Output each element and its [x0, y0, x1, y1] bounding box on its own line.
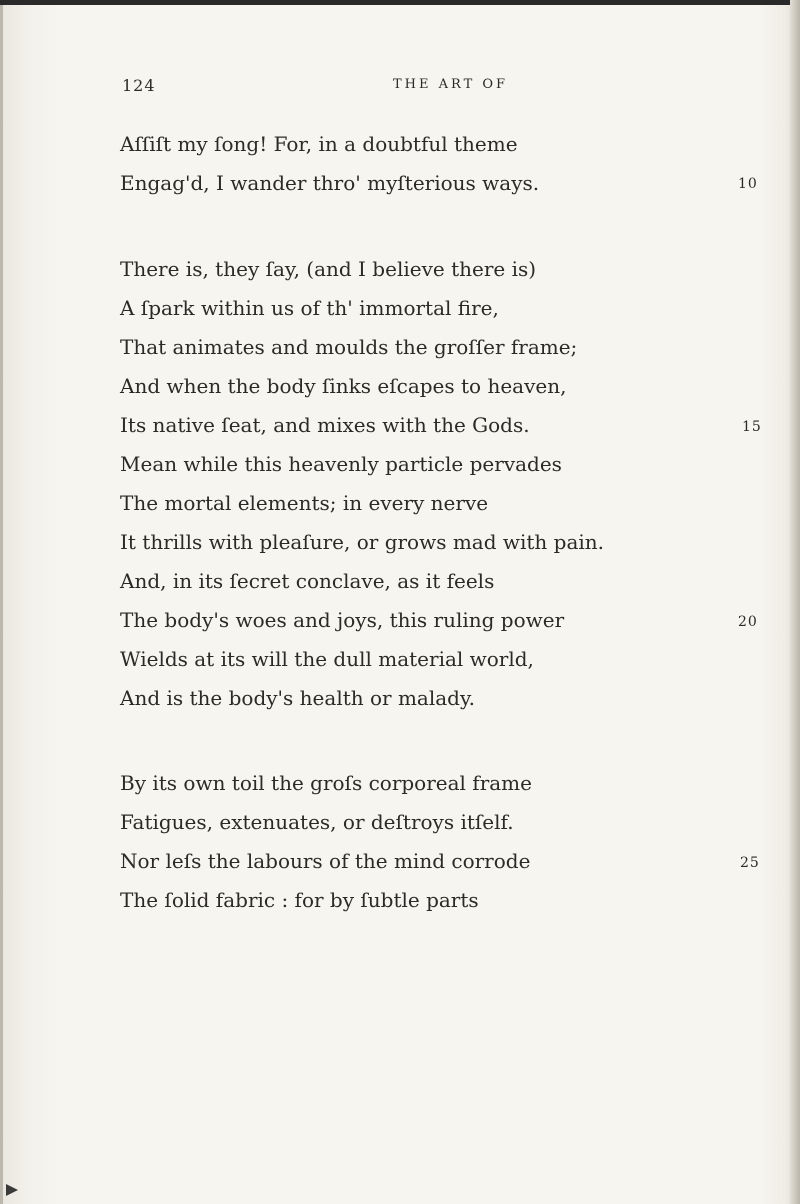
corner-mark-icon — [6, 1184, 18, 1196]
page-header — [0, 76, 800, 100]
top-border — [0, 0, 800, 5]
verse-line: Fatigues, extenuates, or deſtroys itſelf. — [120, 810, 514, 834]
verse-line: Wields at its will the dull material world, — [120, 647, 534, 671]
page-number: 124 — [122, 76, 156, 95]
running-head: THE ART OF — [393, 77, 509, 92]
verse-line: Its native ſeat, and mixes with the Gods. — [120, 413, 530, 437]
line-number: 15 — [742, 419, 762, 435]
verse-line: Engag'd, I wander thro' myſterious ways. — [120, 171, 540, 195]
verse-line: Aſſiſt my ſong! For, in a doubtful theme — [120, 132, 518, 156]
line-number: 10 — [738, 176, 758, 192]
verse-line: And when the body ſinks eſcapes to heaven, — [120, 374, 567, 398]
line-number: 20 — [738, 614, 758, 630]
verse-line: The body's woes and joys, this ruling power — [120, 608, 565, 632]
verse-line: That animates and moulds the groſſer frame; — [120, 335, 578, 359]
verse-line: By its own toil the groſs corporeal frame — [120, 771, 532, 795]
line-number: 25 — [740, 855, 760, 871]
verse-line: There is, they ſay, (and I believe there is) — [120, 257, 537, 281]
verse-line: Nor leſs the labours of the mind corrode — [120, 849, 531, 873]
verse-line: And, in its ſecret conclave, as it feels — [120, 569, 495, 593]
verse-line: And is the body's health or malady. — [120, 686, 475, 710]
verse-line: The mortal elements; in every nerve — [120, 491, 489, 515]
binding-gutter — [0, 5, 3, 1204]
verse-line: The ſolid fabric : for by ſubtle parts — [120, 888, 479, 912]
verse-line: Mean while this heavenly particle pervades — [120, 452, 562, 476]
verse-line: It thrills with pleaſure, or grows mad with pain. — [120, 530, 605, 554]
page-edge — [790, 0, 800, 1204]
verse-line: A ſpark within us of th' immortal fire, — [120, 296, 499, 320]
